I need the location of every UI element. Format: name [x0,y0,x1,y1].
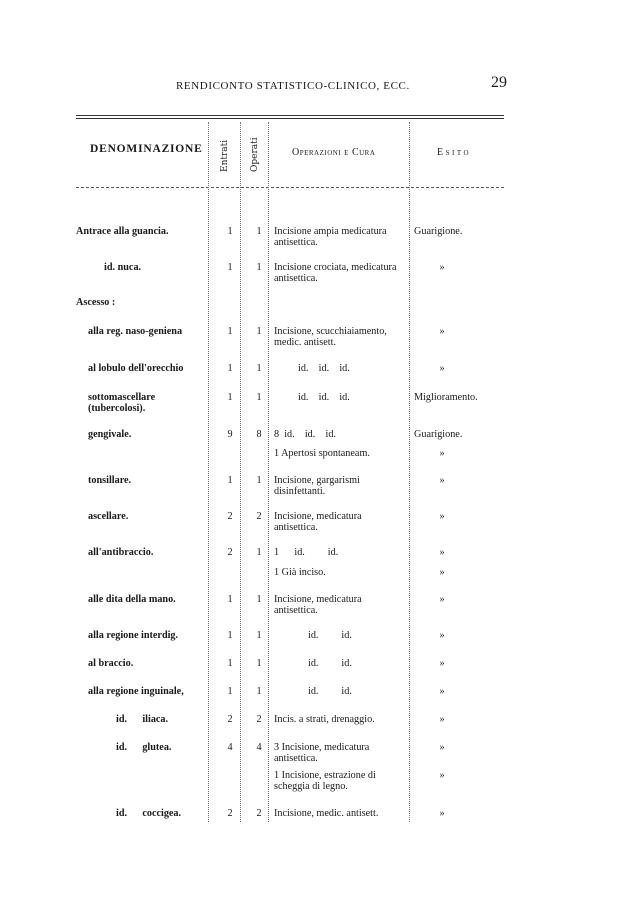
row-operazioni: 3 Incisione, medicatura antisettica. [274,742,370,764]
row-name: alla regione inguinale, [88,686,184,697]
row-operazioni: id. id. id. [298,363,350,374]
row-name: al braccio. [88,658,134,669]
row-operazioni: Incisione ampia medicatura antisettica. [274,226,387,248]
row-operati: 8 [256,429,262,440]
row-name: gengivale. [88,429,132,440]
row-esito: » [439,547,445,558]
row-entrati: 1 [227,363,233,374]
row-entrati: 1 [227,392,233,403]
row-operati: 1 [256,363,262,374]
row-esito: » [439,770,445,781]
row-esito: » [439,594,445,605]
running-title: RENDICONTO STATISTICO-CLINICO, ECC. [176,80,410,92]
row-operati: 1 [256,547,262,558]
col-divider-4 [409,122,410,822]
row-esito: » [439,658,445,669]
row-operazioni: 1 Incisione, estrazione di scheggia di legno. [274,770,376,792]
row-name: ascellare. [88,511,129,522]
row-esito: Guarigione. [414,226,463,237]
row-operazioni: 1 Apertosi spontaneam. [274,448,370,459]
row-name: all'antibraccio. [88,547,154,558]
row-entrati: 1 [227,326,233,337]
column-header-denominazione: DENOMINAZIONE [90,143,203,155]
row-entrati: 2 [227,808,233,819]
row-entrati: 2 [227,714,233,725]
row-esito: Miglioramento. [414,392,478,403]
row-entrati: 4 [227,742,233,753]
row-esito: » [439,262,445,273]
row-name: alle dita della mano. [88,594,176,605]
row-esito: » [439,630,445,641]
row-esito: » [439,326,445,337]
row-name: id. nuca. [104,262,142,273]
row-name: id. glutea. [116,742,172,753]
row-name: id. coccigea. [116,808,182,819]
row-operazioni: id. id. [308,658,352,669]
row-operazioni: Incisione, medicatura antisettica. [274,511,362,533]
row-operati: 1 [256,630,262,641]
row-operati: 2 [256,714,262,725]
row-operazioni: Incisione, medic. antisett. [274,808,379,819]
row-esito: » [439,448,445,459]
row-entrati: 1 [227,475,233,486]
column-header-operati: Operati [250,137,260,172]
row-entrati: 2 [227,511,233,522]
row-operazioni: Incisione, scucchiaiamento, medic. antisett. [274,326,387,348]
column-header-operazioni: Operazioni e Cura [292,147,376,158]
row-entrati: 1 [227,686,233,697]
row-esito: » [439,742,445,753]
row-esito: » [439,511,445,522]
row-name: al lobulo dell'orecchio [88,363,184,374]
row-operati: 1 [256,594,262,605]
row-esito: » [439,475,445,486]
row-entrati: 1 [227,658,233,669]
row-operazioni: 1 Già inciso. [274,567,326,578]
row-entrati: 9 [227,429,233,440]
row-operati: 2 [256,511,262,522]
section-label: Ascesso : [76,297,116,308]
row-esito: » [439,686,445,697]
row-name: sottomascellare (tubercolosi). [88,392,156,414]
row-operazioni: Incisione, medicatura antisettica. [274,594,362,616]
row-entrati: 1 [227,630,233,641]
header-bottom-rule [76,187,504,188]
row-entrati: 1 [227,226,233,237]
row-esito: » [439,808,445,819]
row-esito: Guarigione. [414,429,463,440]
row-operazioni: id. id. [308,686,352,697]
row-operati: 1 [256,686,262,697]
row-operazioni: Incisione crociata, medicatura antisettica. [274,262,397,284]
column-header-entrati: Entrati [220,139,230,172]
row-operati: 1 [256,392,262,403]
table-top-rule-2 [76,118,504,119]
column-header-esito: Esito [437,147,472,158]
row-operazioni: Incis. a strati, drenaggio. [274,714,375,725]
row-entrati: 1 [227,594,233,605]
row-name: Antrace alla guancia. [76,226,169,237]
row-operazioni: 1 id. id. [274,547,339,558]
row-entrati: 1 [227,262,233,273]
row-name: id. iliaca. [116,714,169,725]
page-number: 29 [491,74,507,91]
row-operati: 4 [256,742,262,753]
row-esito: » [439,714,445,725]
col-divider-3 [268,122,269,822]
row-name: alla reg. naso-geniena [88,326,183,337]
table-top-rule [76,115,504,116]
row-name: alla regione interdig. [88,630,179,641]
row-operati: 1 [256,226,262,237]
row-operati: 1 [256,475,262,486]
row-operati: 2 [256,808,262,819]
row-name: tonsillare. [88,475,132,486]
row-operazioni: id. id. id. [298,392,350,403]
row-operazioni: id. id. [308,630,352,641]
row-operazioni: 8 id. id. id. [274,429,336,440]
row-operati: 1 [256,326,262,337]
row-entrati: 2 [227,547,233,558]
col-divider-2 [240,122,241,822]
row-operati: 1 [256,262,262,273]
row-esito: » [439,363,445,374]
row-esito: » [439,567,445,578]
row-operati: 1 [256,658,262,669]
row-operazioni: Incisione, gargarismi disinfettanti. [274,475,360,497]
